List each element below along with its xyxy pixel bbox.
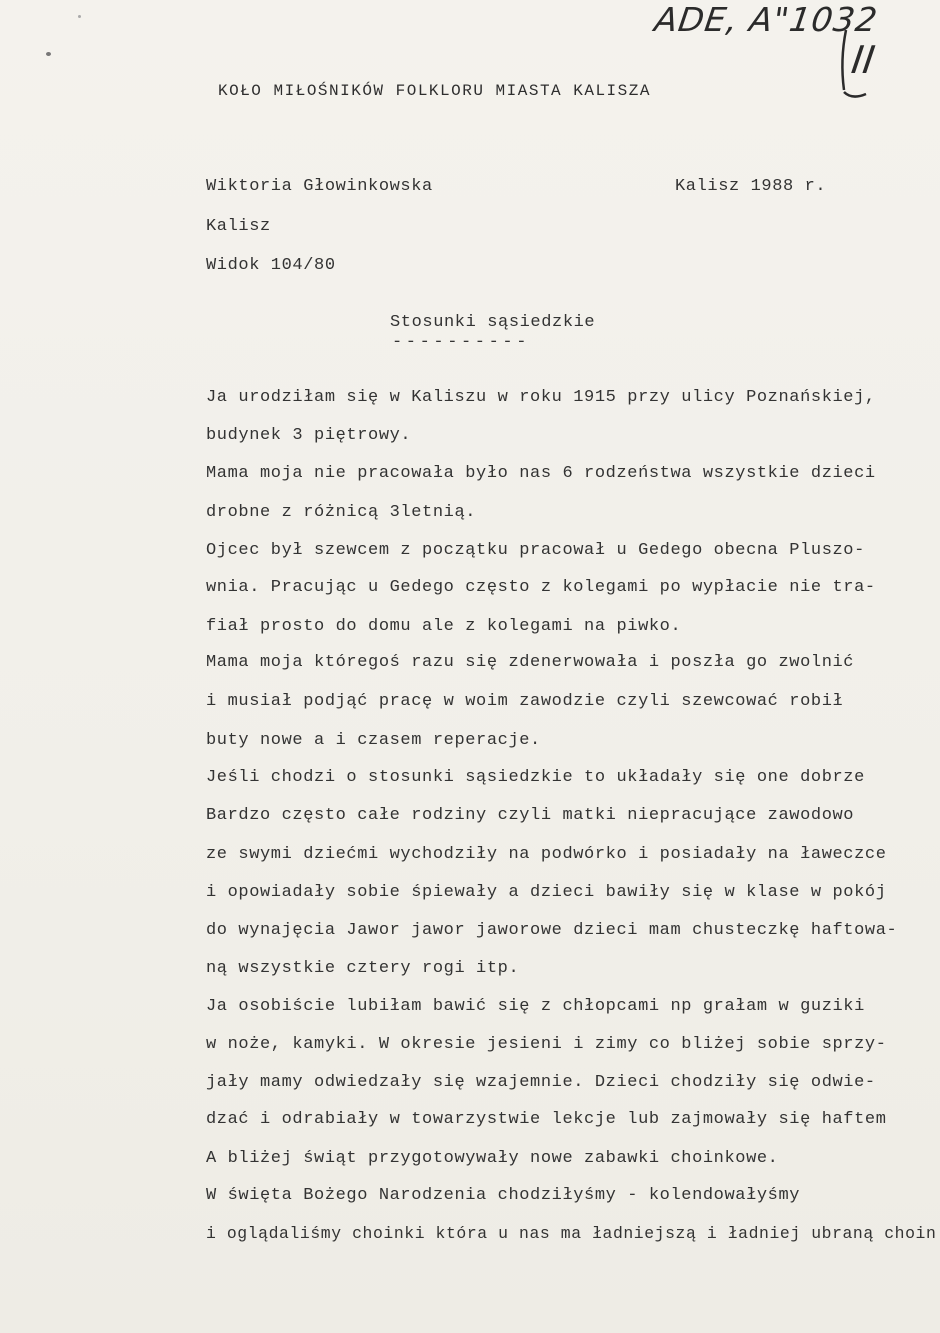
title-underline: ---------- xyxy=(392,333,531,352)
body-line: dzać i odrabiały w towarzystwie lekcje lub zajmowały się haftem xyxy=(206,1110,887,1129)
author-address: Widok 104/80 xyxy=(206,256,336,275)
body-line: Ja osobiście lubiłam bawić się z chłopcami np grałam w guziki xyxy=(206,997,865,1016)
body-line: Mama moja któregoś razu się zdenerwowała i poszła go zwolnić xyxy=(206,653,855,672)
body-line: wnia. Pracując u Gedego często z kolegami po wypłacie nie tra- xyxy=(206,578,876,597)
body-line: w noże, kamyki. W okresie jesieni i zimy co bliżej sobie sprzy- xyxy=(206,1035,887,1054)
body-line: Bardzo często całe rodziny czyli matki niepracujące zawodowo xyxy=(206,806,855,825)
body-line: i opowiadały sobie śpiewały a dzieci bawiły się w klase w pokój xyxy=(206,883,887,902)
organization-heading: KOŁO MIŁOŚNIKÓW FOLKLORU MIASTA KALISZA xyxy=(218,82,651,100)
document-date: Kalisz 1988 r. xyxy=(675,177,827,196)
body-line: jały mamy odwiedzały się wzajemnie. Dzieci chodziły się odwie- xyxy=(206,1073,876,1092)
author-city: Kalisz xyxy=(206,217,271,236)
body-line: Jeśli chodzi o stosunki sąsiedzkie to układały się one dobrze xyxy=(206,768,865,787)
body-line: budynek 3 piętrowy. xyxy=(206,426,412,445)
archive-sub-number: II xyxy=(848,38,878,82)
body-line: Ojcec był szewcem z początku pracował u Gedego obecna Pluszo- xyxy=(206,541,865,560)
body-line: W święta Bożego Narodzenia chodziłyśmy - kolendowałyśmy xyxy=(206,1186,801,1205)
body-line: fiał prosto do domu ale z kolegami na piwko. xyxy=(206,617,682,636)
body-line: i musiał podjąć pracę w woim zawodzie czyli szewcować robił xyxy=(206,692,844,711)
body-line: Ja urodziłam się w Kaliszu w roku 1915 przy ulicy Poznańskiej, xyxy=(206,388,876,407)
body-line: ze swymi dziećmi wychodziły na podwórko i posiadały na ławeczce xyxy=(206,845,887,864)
document-title: Stosunki sąsiedzkie xyxy=(390,313,596,332)
author-name: Wiktoria Głowinkowska xyxy=(206,177,433,196)
body-line: drobne z różnicą 3letnią. xyxy=(206,503,477,522)
ink-speck xyxy=(46,52,51,56)
body-line: Mama moja nie pracowała było nas 6 rodzeństwa wszystkie dzieci xyxy=(206,464,876,483)
body-line: do wynajęcia Jawor jawor jaworowe dzieci mam chusteczkę haftowa- xyxy=(206,921,898,940)
ink-speck xyxy=(78,15,81,18)
body-line: buty nowe a i czasem reperacje. xyxy=(206,731,541,750)
body-line: i oglądaliśmy choinki która u nas ma ładniejszą i ładniej ubraną choin xyxy=(206,1225,937,1244)
body-line: A bliżej świąt przygotowywały nowe zabawki choinkowe. xyxy=(206,1149,779,1168)
body-line: ną wszystkie cztery rogi itp. xyxy=(206,959,520,978)
archive-signature: ADE, A"1032 xyxy=(652,0,881,39)
